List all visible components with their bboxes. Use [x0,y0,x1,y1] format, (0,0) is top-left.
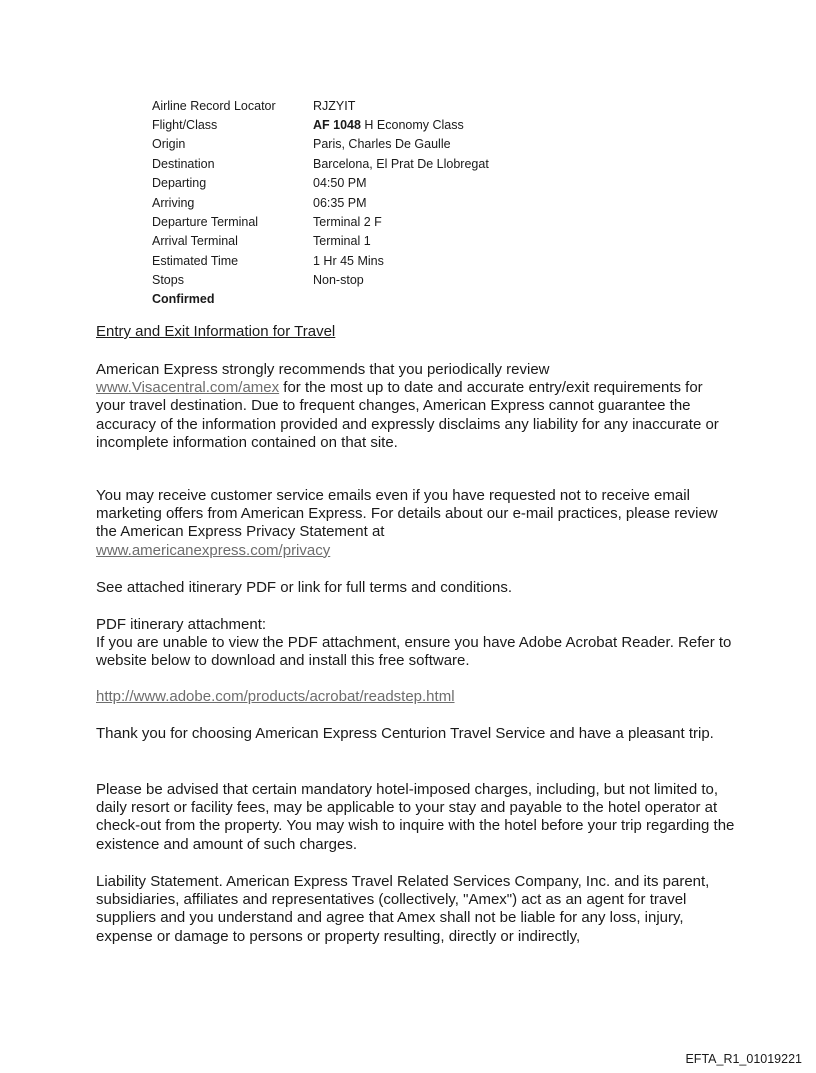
record-locator-value: RJZYIT [313,98,356,113]
origin-value: Paris, Charles De Gaulle [313,137,451,152]
adobe-link-paragraph [96,688,736,706]
privacy-text: You may receive customer service emails even if you have requested not to receive email marketing offers from American Express. For details about our e-mail practices, please review the American Express Privacy Statement at [96,487,718,541]
flight-row [152,232,489,251]
origin-label: Origin [152,137,186,152]
liability-paragraph [96,873,736,946]
adobe-link[interactable]: http://www.adobe.com/products/acrobat/readstep.html [96,688,455,705]
document-id: EFTA_R1_01019221 [685,1052,802,1066]
liability-text: Liability Statement. American Express Travel Related Services Company, Inc. and its parent, subsidiaries, affiliates and representatives (collectively, "Amex") act as an agent for travel suppliers and you understand and agree that Amex shall not be liable for any loss, injury, expense or damage to persons or property resulting, directly or indirectly, [96,873,710,945]
visacentral-link[interactable]: www.Visacentral.com/amex [96,379,280,397]
flight-row [152,271,489,290]
record-locator-label: Airline Record Locator [152,98,276,113]
pdf-paragraph [96,616,736,671]
privacy-link[interactable]: www.americanexpress.com/privacy [96,541,331,559]
booking-status: Confirmed [152,291,215,306]
flight-class-label: Flight/Class [152,118,218,133]
fare-class: H Economy Class [360,118,464,133]
flight-details [152,96,489,309]
flight-row [152,115,489,134]
thanks-text: Thank you for choosing American Express Centurion Travel Service and have a pleasant trip. [96,725,714,742]
pdf-title: PDF itinerary attachment: [96,616,267,633]
terms-text: See attached itinerary PDF or link for full terms and conditions. [96,579,513,596]
pdf-text: If you are unable to view the PDF attachment, ensure you have Adobe Acrobat Reader. Refer to website below to download and install this free software. [96,634,732,670]
arrival-terminal-value: Terminal 1 [313,234,371,249]
entry-intro: American Express strongly recommends that you periodically review [96,361,550,378]
hotel-text: Please be advised that certain mandatory hotel-imposed charges, including, but not limited to, daily resort or facility fees, may be applicable to your stay and payable to the hotel operator at check-out from the property. You may wish to inquire with the hotel before your trip regarding the existence and amount of such charges. [96,781,735,853]
departing-label: Departing [152,176,207,191]
flight-row [152,154,489,173]
destination-label: Destination [152,156,215,171]
privacy-paragraph [96,487,736,560]
entry-heading [96,323,736,341]
entry-paragraph [96,361,736,452]
arrival-terminal-label: Arrival Terminal [152,234,238,249]
stops-label: Stops [152,273,184,288]
flight-row [152,174,489,193]
section-heading: Entry and Exit Information for Travel [96,323,336,340]
estimated-time-label: Estimated Time [152,253,239,268]
thanks-paragraph [96,725,736,743]
flight-class-value [313,118,464,132]
flight-number: AF 1048 [313,118,361,133]
stops-value: Non-stop [313,273,364,288]
arriving-value: 06:35 PM [313,195,367,210]
flight-row [152,135,489,154]
flight-row [152,212,489,231]
terms-paragraph [96,579,736,597]
destination-value: Barcelona, El Prat De Llobregat [313,156,489,171]
departure-terminal-value: Terminal 2 F [313,215,382,230]
estimated-time-value: 1 Hr 45 Mins [313,253,384,268]
hotel-paragraph [96,781,736,854]
flight-row [152,251,489,270]
departure-terminal-label: Departure Terminal [152,215,259,230]
entry-text: for the most up to date and accurate entry/exit requirements for your travel destination. Due to frequent changes, American Express cannot guarantee the accuracy of the information provided and expressly disclaims any liability for any inaccurate or incomplete information contained on that site. [96,379,719,451]
flight-row [152,193,489,212]
arriving-label: Arriving [152,195,195,210]
departing-value: 04:50 PM [313,176,367,191]
flight-row [152,96,489,115]
